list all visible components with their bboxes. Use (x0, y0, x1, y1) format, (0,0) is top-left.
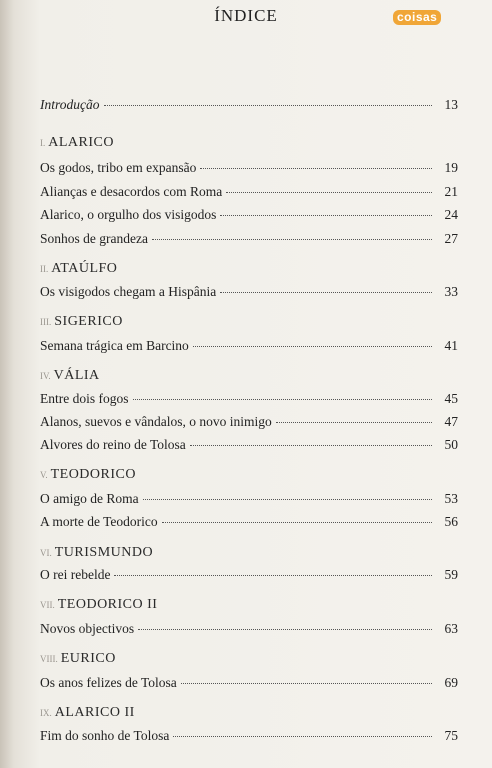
toc-entry-page: 53 (444, 491, 458, 506)
toc-entry-page: 19 (444, 160, 458, 175)
toc-entry-text: Alianças e desacordos com Roma (40, 184, 223, 199)
dot-leader (138, 629, 432, 630)
toc-entry-text: Semana trágica em Barcino (40, 338, 189, 353)
toc-entry-page: 45 (444, 391, 458, 406)
chapter-heading (40, 467, 136, 483)
toc-entry[interactable] (40, 491, 458, 509)
dot-leader (276, 422, 432, 423)
chapter-number: II. (40, 264, 49, 274)
toc-entry[interactable] (40, 338, 458, 356)
chapter-name: TURISMUNDO (54, 545, 154, 560)
toc-entry-page: 59 (444, 567, 458, 582)
publisher-badge: coisas (393, 10, 441, 25)
toc-entry-text: Os godos, tribo em expansão (40, 160, 197, 175)
dot-leader (152, 239, 432, 240)
dot-leader (193, 346, 432, 347)
chapter-heading (40, 545, 153, 561)
toc-entry-page: 63 (444, 621, 458, 636)
chapter-name: ATAÚLFO (51, 261, 118, 276)
toc-entry[interactable] (40, 437, 458, 455)
toc-entry-page: 13 (444, 97, 458, 112)
chapter-heading (40, 597, 157, 613)
toc-entry-text: Alarico, o orgulho dos visigodos (40, 207, 217, 222)
toc-entry-text: Introdução (40, 97, 100, 112)
chapter-number: IX. (40, 708, 52, 718)
chapter-name: EURICO (60, 651, 116, 666)
chapter-name: VÁLIA (53, 368, 100, 383)
chapter-heading (40, 261, 117, 277)
toc-entry[interactable] (40, 284, 458, 302)
toc-entry-page: 75 (444, 728, 458, 743)
toc-entry-page: 56 (444, 514, 458, 529)
toc-entry-text: Sonhos de grandeza (40, 231, 148, 246)
chapter-heading (40, 314, 123, 330)
chapter-number: V. (40, 470, 48, 480)
toc-entry-page: 69 (444, 675, 458, 690)
chapter-name: ALARICO II (54, 705, 135, 720)
toc-entry[interactable] (40, 207, 458, 225)
toc-entry[interactable] (40, 231, 458, 249)
toc-entry-page: 24 (444, 207, 458, 222)
chapter-number: VI. (40, 548, 52, 558)
toc-entry[interactable] (40, 391, 458, 409)
toc-entry-text: Alvores do reino de Tolosa (40, 437, 186, 452)
dot-leader (162, 522, 432, 523)
toc-entry[interactable] (40, 184, 458, 202)
dot-leader (200, 168, 432, 169)
toc-entry-text: Novos objectivos (40, 621, 135, 636)
chapter-heading (40, 651, 116, 667)
dot-leader (220, 215, 432, 216)
toc-entry-page: 41 (444, 338, 458, 353)
toc-entry-page: 27 (444, 231, 458, 246)
toc-entry-intro[interactable] (40, 97, 458, 115)
toc-entry-page: 50 (444, 437, 458, 452)
toc-entry[interactable] (40, 621, 458, 639)
dot-leader (143, 499, 432, 500)
dot-leader (133, 399, 433, 400)
toc-entry[interactable] (40, 514, 458, 532)
toc-entry-text: Os visigodos chegam a Hispânia (40, 284, 217, 299)
toc-entry-text: Alanos, suevos e vândalos, o novo inimigo (40, 414, 272, 429)
chapter-number: VIII. (40, 654, 58, 664)
chapter-heading (40, 705, 135, 721)
chapter-heading (40, 135, 114, 151)
toc-entry[interactable] (40, 675, 458, 693)
chapter-number: IV. (40, 371, 51, 381)
dot-leader (226, 192, 432, 193)
dot-leader (220, 292, 432, 293)
page-title: ÍNDICE (214, 6, 278, 25)
toc-entry-text: Os anos felizes de Tolosa (40, 675, 177, 690)
toc-entry-text: A morte de Teodorico (40, 514, 158, 529)
toc-entry-text: O rei rebelde (40, 567, 111, 582)
toc-entry-page: 33 (444, 284, 458, 299)
toc-entry-text: Fim do sonho de Tolosa (40, 728, 170, 743)
toc-entry-text: O amigo de Roma (40, 491, 139, 506)
chapter-number: I. (40, 138, 46, 148)
toc-entry[interactable] (40, 567, 458, 585)
toc-entry-page: 47 (444, 414, 458, 429)
dot-leader (173, 736, 432, 737)
chapter-heading (40, 368, 100, 384)
toc-entry[interactable] (40, 728, 458, 746)
chapter-number: VII. (40, 600, 55, 610)
toc-entry[interactable] (40, 160, 458, 178)
dot-leader (104, 105, 433, 106)
chapter-name: TEODORICO II (57, 597, 158, 612)
toc-entry-text: Entre dois fogos (40, 391, 129, 406)
dot-leader (114, 575, 432, 576)
chapter-name: ALARICO (48, 135, 114, 150)
dot-leader (181, 683, 432, 684)
chapter-number: III. (40, 317, 52, 327)
toc-entry-page: 21 (444, 184, 458, 199)
chapter-name: SIGERICO (54, 314, 123, 329)
chapter-name: TEODORICO (50, 467, 136, 482)
dot-leader (190, 445, 432, 446)
toc-entry[interactable] (40, 414, 458, 432)
